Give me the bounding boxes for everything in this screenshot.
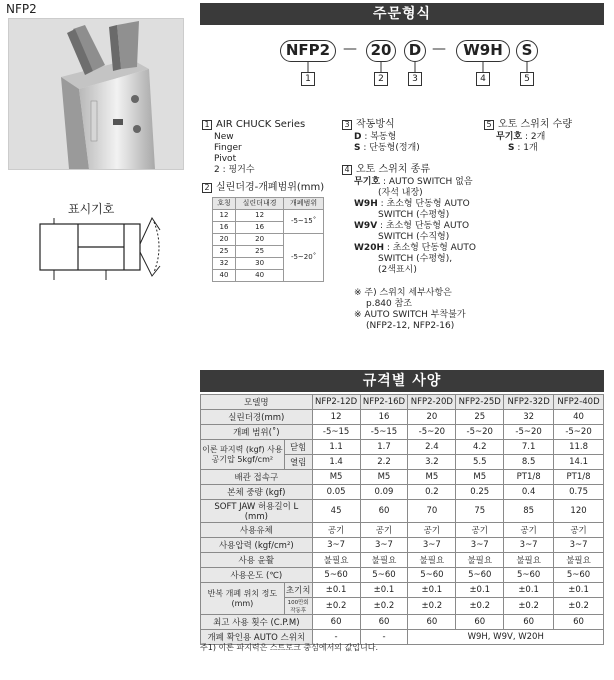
section-note: (NFP2-12, NFP2-16) [366, 321, 455, 331]
spec-cell: 0.05 [312, 485, 360, 500]
spec-cell: 14.1 [554, 455, 604, 470]
spec-table [200, 394, 604, 645]
table-row [201, 583, 604, 598]
spec-cell: 5.5 [456, 455, 504, 470]
spec-header: NFP2-32D [504, 395, 554, 410]
spec-cell: ±0.2 [360, 598, 408, 615]
table-row [201, 568, 604, 583]
section-note: ※ 주) 스위치 세부사항은 [354, 288, 452, 298]
code-marker-4: 4 [476, 72, 490, 86]
spec-cell: 5~60 [408, 568, 456, 583]
spec-cell: 60 [456, 615, 504, 630]
spec-cell: 70 [408, 500, 456, 523]
spec-cell: -5~15 [360, 425, 408, 440]
table-row [201, 485, 604, 500]
spec-cell: 3~7 [554, 538, 604, 553]
section-number: 3 [342, 120, 352, 130]
bore-header: 호칭 [213, 198, 236, 210]
spec-cell: 25 [456, 410, 504, 425]
spec-cell: 공기 [554, 523, 604, 538]
section-item: S : 단동형(정개) [354, 143, 420, 153]
spec-cell: 공기 [408, 523, 456, 538]
spec-cell: M5 [360, 470, 408, 485]
spec-cell: 60 [554, 615, 604, 630]
spec-label: 사용압력 (kgf/cm²) [201, 538, 313, 553]
bore-cell: 40 [213, 270, 236, 282]
order-format-banner: 주문형식 [200, 3, 604, 25]
spec-cell: 공기 [360, 523, 408, 538]
spec-cell: 60 [312, 615, 360, 630]
spec-cell: 0.4 [504, 485, 554, 500]
table-row [201, 470, 604, 485]
section-item: Pivot [214, 154, 237, 164]
spec-cell: 불필요 [312, 553, 360, 568]
section-action [342, 118, 420, 154]
spec-cell: 공기 [504, 523, 554, 538]
spec-cell: 1.1 [312, 440, 360, 455]
spec-footnote: 주1) 이론 파지력은 스트로크 중심에서의 값입니다. [200, 643, 379, 652]
spec-cell: 3~7 [312, 538, 360, 553]
section-item: W20H : 초소형 단동형 AUTO [354, 243, 476, 253]
spec-label: 사용유체 [201, 523, 313, 538]
spec-cell: 5~60 [360, 568, 408, 583]
model-title: NFP2 [6, 2, 37, 16]
code-connector-lines [0, 0, 614, 120]
spec-label: 반복 개폐 위치 정도 (mm) [201, 583, 285, 615]
spec-cell: -5~15 [312, 425, 360, 440]
spec-cell: 75 [456, 500, 504, 523]
spec-header: NFP2-12D [312, 395, 360, 410]
spec-cell: ±0.1 [554, 583, 604, 598]
spec-cell: ±0.1 [408, 583, 456, 598]
section-title: 작동방식 [356, 119, 395, 130]
section-item: W9V : 초소형 단동형 AUTO [354, 221, 470, 231]
section-item: W9H : 초소형 단동형 AUTO [354, 199, 470, 209]
section-switch-qty [484, 118, 572, 154]
spec-cell: 공기 [312, 523, 360, 538]
spec-sublabel: 100만회 작동후 [284, 598, 312, 615]
code-dash: — [343, 41, 357, 57]
bore-cell: 12 [236, 210, 284, 222]
section-number: 1 [202, 120, 212, 130]
spec-header: 모델명 [201, 395, 313, 410]
spec-cell: 불필요 [408, 553, 456, 568]
pneumatic-symbol [34, 214, 164, 288]
spec-cell: 11.8 [554, 440, 604, 455]
section-item: S : 1개 [508, 143, 538, 153]
section-item: 2 : 핑거수 [214, 165, 255, 175]
spec-cell: 16 [360, 410, 408, 425]
code-part-bore: 20 [366, 40, 396, 62]
table-row [201, 410, 604, 425]
section-series [202, 118, 305, 176]
bore-table [212, 197, 324, 282]
spec-cell: 1.4 [312, 455, 360, 470]
table-row [201, 615, 604, 630]
bore-cell: 16 [213, 222, 236, 234]
spec-sublabel: 열림 [284, 455, 312, 470]
bore-header: 실린더내경 [236, 198, 284, 210]
spec-cell: PT1/8 [504, 470, 554, 485]
section-switch-type [342, 163, 476, 332]
spec-cell: 5~60 [554, 568, 604, 583]
spec-cell: - [312, 630, 360, 645]
table-row [201, 523, 604, 538]
code-part-qty: S [516, 40, 538, 62]
spec-cell: 60 [360, 500, 408, 523]
bore-cell: 16 [236, 222, 284, 234]
table-row [201, 538, 604, 553]
spec-cell: 0.25 [456, 485, 504, 500]
section-note: p.840 참조 [366, 299, 413, 309]
spec-cell: 3~7 [456, 538, 504, 553]
section-item: D : 복동형 [354, 132, 397, 142]
spec-cell: M5 [456, 470, 504, 485]
section-item: Finger [214, 143, 242, 153]
spec-label: 본체 중량 (kgf) [201, 485, 313, 500]
section-item: (2색표시) [378, 265, 417, 275]
bore-range: -5~15˚ [284, 210, 324, 234]
spec-cell: 20 [408, 410, 456, 425]
section-item: SWITCH (수직형) [378, 232, 450, 242]
spec-label: 사용온도 (℃) [201, 568, 313, 583]
bore-cell: 20 [213, 234, 236, 246]
spec-cell: 0.2 [408, 485, 456, 500]
spec-header: NFP2-16D [360, 395, 408, 410]
spec-cell: ±0.2 [504, 598, 554, 615]
symbol-title: 표시기호 [68, 202, 115, 216]
spec-cell: 불필요 [504, 553, 554, 568]
spec-banner: 규격별 사양 [200, 370, 604, 392]
spec-cell: ±0.1 [456, 583, 504, 598]
section-bore [202, 181, 324, 282]
spec-cell: 1.7 [360, 440, 408, 455]
spec-cell: PT1/8 [554, 470, 604, 485]
code-marker-5: 5 [520, 72, 534, 86]
code-part-switch: W9H [456, 40, 510, 62]
bore-range: -5~20˚ [284, 234, 324, 282]
spec-cell: 7.1 [504, 440, 554, 455]
spec-header: NFP2-25D [456, 395, 504, 410]
section-item: (자석 내장) [378, 188, 423, 198]
section-number: 4 [342, 165, 352, 175]
spec-cell: 불필요 [554, 553, 604, 568]
spec-cell: 32 [504, 410, 554, 425]
bore-cell: 40 [236, 270, 284, 282]
spec-cell: 8.5 [504, 455, 554, 470]
spec-cell: 공기 [456, 523, 504, 538]
spec-label: 배관 접속구 [201, 470, 313, 485]
spec-cell: 2.2 [360, 455, 408, 470]
table-row [201, 440, 604, 455]
spec-sublabel: 닫힘 [284, 440, 312, 455]
spec-cell: 4.2 [456, 440, 504, 455]
bore-cell: 20 [236, 234, 284, 246]
spec-cell: 불필요 [360, 553, 408, 568]
spec-label: 개폐 범위(˚) [201, 425, 313, 440]
spec-cell: M5 [312, 470, 360, 485]
bore-cell: 12 [213, 210, 236, 222]
section-item: SWITCH (수평형), [378, 254, 453, 264]
spec-label: 개폐 확인용 AUTO 스위치 [201, 630, 313, 645]
spec-cell: M5 [408, 470, 456, 485]
section-number: 5 [484, 120, 494, 130]
section-item: SWITCH (수평형) [378, 210, 450, 220]
spec-cell: ±0.2 [312, 598, 360, 615]
section-title: 실린더경-개폐범위(mm) [216, 182, 325, 193]
table-row [201, 553, 604, 568]
section-item: New [214, 132, 234, 142]
spec-cell: W9H, W9V, W20H [408, 630, 604, 645]
spec-cell: ±0.1 [312, 583, 360, 598]
spec-label: 사용 윤활 [201, 553, 313, 568]
bore-cell: 32 [213, 258, 236, 270]
spec-cell: ±0.1 [504, 583, 554, 598]
spec-label: 실린더경(mm) [201, 410, 313, 425]
spec-label: 최고 사용 횟수 (C.P.M) [201, 615, 313, 630]
spec-cell: 2.4 [408, 440, 456, 455]
bore-header: 개폐범위 [284, 198, 324, 210]
spec-cell: -5~20 [504, 425, 554, 440]
spec-cell: 3~7 [504, 538, 554, 553]
spec-sublabel: 초기치 [284, 583, 312, 598]
code-marker-1: 1 [301, 72, 315, 86]
spec-cell: 3~7 [360, 538, 408, 553]
table-row [201, 500, 604, 523]
section-item: 무기호 : AUTO SWITCH 없음 [354, 177, 473, 187]
spec-cell: 5~60 [504, 568, 554, 583]
spec-cell: 60 [360, 615, 408, 630]
spec-header-row [201, 395, 604, 410]
spec-cell: 5~60 [312, 568, 360, 583]
spec-cell: -5~20 [408, 425, 456, 440]
section-title: 오토 스위치 종류 [356, 164, 430, 175]
spec-cell: ±0.1 [360, 583, 408, 598]
spec-label: 이론 파지력 (kgf) 사용공기압 5kgf/cm² [201, 440, 285, 470]
spec-cell: 3~7 [408, 538, 456, 553]
spec-cell: 120 [554, 500, 604, 523]
section-number: 2 [202, 183, 212, 193]
spec-cell: 60 [408, 615, 456, 630]
spec-cell: ±0.2 [456, 598, 504, 615]
bore-cell: 25 [213, 246, 236, 258]
spec-cell: - [360, 630, 408, 645]
spec-cell: 12 [312, 410, 360, 425]
spec-cell: 5~60 [456, 568, 504, 583]
spec-cell: 85 [504, 500, 554, 523]
spec-cell: ±0.2 [554, 598, 604, 615]
bore-cell: 30 [236, 258, 284, 270]
table-row [201, 425, 604, 440]
bore-cell: 25 [236, 246, 284, 258]
spec-cell: 불필요 [456, 553, 504, 568]
code-marker-3: 3 [408, 72, 422, 86]
spec-header: NFP2-20D [408, 395, 456, 410]
spec-cell: 45 [312, 500, 360, 523]
spec-cell: -5~20 [554, 425, 604, 440]
spec-label: SOFT JAW 허용길이 L (mm) [201, 500, 313, 523]
spec-cell: ±0.2 [408, 598, 456, 615]
section-item: 무기호 : 2개 [496, 132, 546, 142]
section-title: AIR CHUCK Series [216, 119, 306, 130]
code-part-series: NFP2 [280, 40, 336, 62]
code-part-action: D [404, 40, 426, 62]
spec-header: NFP2-40D [554, 395, 604, 410]
spec-cell: 0.09 [360, 485, 408, 500]
section-note: ※ AUTO SWITCH 부착불가 [354, 310, 466, 320]
spec-cell: 60 [504, 615, 554, 630]
spec-cell: 0.75 [554, 485, 604, 500]
spec-cell: 40 [554, 410, 604, 425]
code-dash: — [432, 41, 446, 57]
section-title: 오토 스위치 수량 [498, 119, 572, 130]
spec-cell: -5~20 [456, 425, 504, 440]
spec-cell: 3.2 [408, 455, 456, 470]
code-marker-2: 2 [374, 72, 388, 86]
